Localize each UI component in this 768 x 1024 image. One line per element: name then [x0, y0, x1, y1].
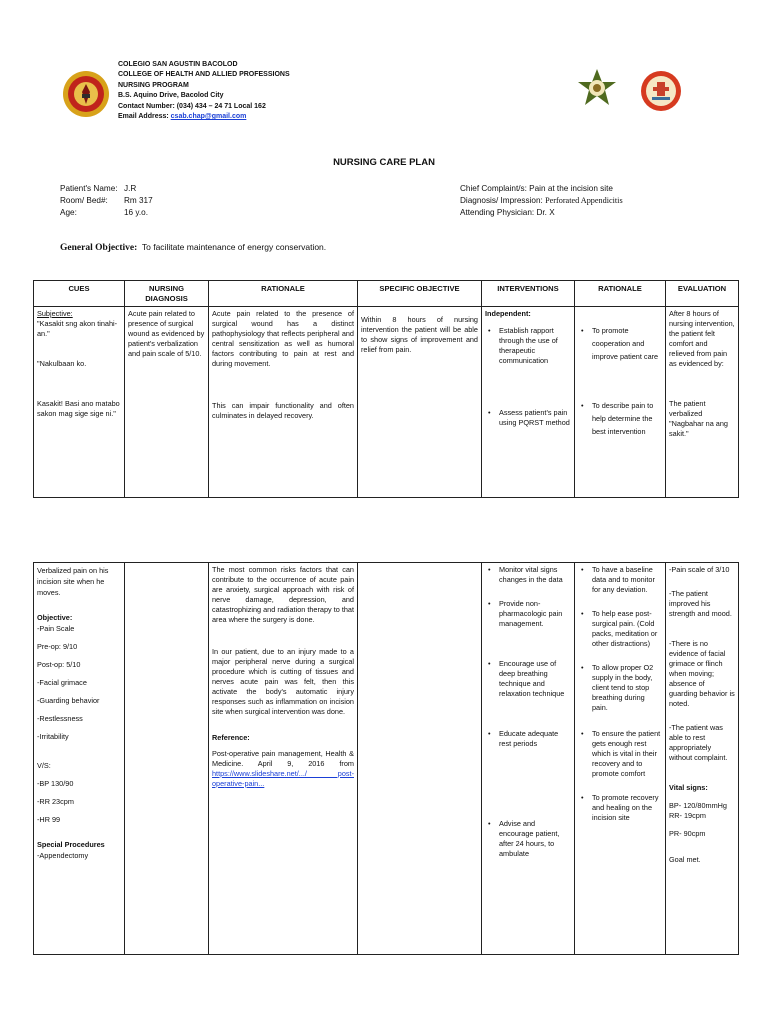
star-emblem-logo [574, 68, 620, 108]
interventions-cell [482, 307, 575, 498]
header-nursing-diagnosis: NURSING DIAGNOSIS [125, 281, 209, 307]
email-link[interactable]: csab.chap@gmail.com [170, 113, 247, 121]
subjective-quote-2: "Nakulbaan ko. [37, 359, 87, 368]
header-rationale: RATIONALE [209, 281, 358, 307]
evaluation-item: -The patient was able to rest appropriately without complaint. [669, 723, 728, 762]
specific-objective-cell: Within 8 hours of nursing intervention the patient will be able to show signs of improvement and relief from pain. [358, 307, 482, 498]
document-header [0, 0, 768, 130]
cues-cell [34, 563, 125, 955]
patient-name-label: Patient's Name: [60, 184, 118, 193]
subjective-quote-1: "Kasakit sng akon tinahi-an." [37, 319, 118, 338]
general-objective-label: General Objective: [60, 243, 138, 253]
diagnosis-value: Perforated Appendicitis [545, 196, 623, 205]
vital-eval-item: RR- 19cpm [669, 811, 706, 820]
age-value: 16 y.o. [124, 208, 148, 217]
table-row [34, 563, 739, 955]
header-rationale-2: RATIONALE [575, 281, 666, 307]
goal-status: Goal met. [669, 855, 701, 864]
reference-label: Reference: [212, 733, 250, 742]
reference-link[interactable]: https://www.slideshare.net/.../ post-operative-pain... [212, 769, 354, 788]
evaluation-item: -The patient improved his strength and mood. [669, 589, 732, 618]
rationale-cell [209, 563, 358, 955]
patient-info [60, 183, 153, 219]
objective-item: Pre-op: 9/10 [37, 642, 78, 651]
cues-verbalized: Verbalized pain on his incision site when he moves. [37, 566, 109, 597]
objective-item: -Facial grimace [37, 678, 87, 687]
vital-eval-item: BP- 120/80mmHg [669, 801, 727, 810]
intervention-rationale-cell [575, 563, 666, 955]
rationale-item: • To describe pain to help determine the best intervention [578, 399, 662, 438]
interventions-cell [482, 563, 575, 955]
evaluation-item: -Pain scale of 3/10 [669, 565, 730, 574]
diagnosis-line [460, 195, 623, 207]
program-name: NURSING PROGRAM [118, 81, 189, 89]
vital-signs-eval-label: Vital signs: [669, 783, 708, 792]
evaluation-cell [666, 563, 739, 955]
room-value: Rm 317 [124, 196, 153, 205]
care-plan-table-2 [33, 562, 739, 955]
school-info [118, 60, 290, 122]
subjective-label: Subjective: [37, 309, 73, 318]
college-name: COLLEGE OF HEALTH AND ALLIED PROFESSIONS [118, 71, 290, 79]
header-evaluation: EVALUATION [666, 281, 739, 307]
vital-item: -RR 23cpm [37, 797, 74, 806]
rationale-item: • To allow proper O2 supply in the body, client tend to stop breathing during pain. [578, 663, 662, 713]
objective-item: -Irritability [37, 732, 69, 741]
rationale-item: • To have a baseline data and to monitor for any deviation. [578, 565, 662, 595]
general-objective-text: To facilitate maintenance of energy conservation. [141, 242, 327, 252]
header-cues: CUES [34, 281, 125, 307]
table-row [34, 307, 739, 498]
school-name: COLEGIO SAN AGUSTIN BACOLOD [118, 61, 238, 68]
vital-signs-label: V/S: [37, 761, 51, 770]
care-plan-table-1 [33, 280, 739, 498]
objective-item: -Pain Scale [37, 624, 75, 633]
vital-item: -HR 99 [37, 815, 61, 824]
rationale-item: • To help ease post-surgical pain. (Cold packs, meditation or other distractions) [578, 609, 662, 649]
objective-label: Objective: [37, 613, 73, 622]
cues-cell [34, 307, 125, 498]
vital-item: -BP 130/90 [37, 779, 74, 788]
email-line [118, 112, 290, 122]
college-seal-logo [62, 70, 110, 118]
diagnosis-cell: Acute pain related to presence of surgical wound as evidenced by patient's verbalization and pain scale of 5/10. [125, 307, 209, 498]
evaluation-item: -There is no evidence of facial grimace or flinch when moving; absence of guarding behavior is noted. [669, 639, 735, 708]
specific-objective-cell-empty [358, 563, 482, 955]
intervention-item: • Provide non-pharmacologic pain management. [485, 599, 571, 629]
intervention-item: • Assess patient's pain using PQRST method [485, 408, 571, 428]
document-title: NURSING CARE PLAN [333, 157, 435, 168]
objective-item: -Guarding behavior [37, 696, 100, 705]
diagnosis-cell-empty [125, 563, 209, 955]
reference-citation: Post-operative pain management, Health & Medicine. April 9, 2016 from [212, 749, 354, 768]
age-label: Age: [60, 208, 77, 217]
procedure-item: -Appendectomy [37, 851, 89, 860]
intervention-rationale-cell [575, 307, 666, 498]
patient-name: J.R [124, 184, 137, 193]
intervention-item: • Encourage use of deep breathing technique and relaxation technique [485, 659, 571, 699]
intervention-item: • Establish rapport through the use of therapeutic communication [485, 326, 571, 366]
intervention-item: • Monitor vital signs changes in the data [485, 565, 571, 585]
objective-item: Post-op: 5/10 [37, 660, 81, 669]
rationale-text-a: Acute pain related to the presence of surgical wound has a distinct pathophysiology that reflects peripheral and central sensitization as well as humoral factors contributing to pain at rest and during movement. [212, 309, 354, 368]
header-interventions: INTERVENTIONS [482, 281, 575, 307]
table-header-row [34, 281, 739, 307]
clinical-info [460, 183, 623, 219]
contact-number: Contact Number: (034) 434 – 24 71 Local 162 [118, 102, 266, 110]
header-specific-objective: SPECIFIC OBJECTIVE [358, 281, 482, 307]
evaluation-text-2: The patient verbalized "Nagbahar na ang sakit." [669, 399, 728, 438]
vital-eval-item: PR- 90cpm [669, 829, 706, 838]
rationale-text-b: In our patient, due to an injury made to a major peripheral nerve during a surgical procedure which is cutting of tissues and nerves acute pain was felt, then this activate the body's automatic injury responses such as inflammation on incision site when surgical intervention was done. [212, 647, 354, 716]
email-label: Email Address: [118, 113, 171, 121]
school-address: B.S. Aquino Drive, Bacolod City [118, 92, 224, 100]
rationale-text-b: This can impair functionality and often culminates in delayed recovery. [212, 401, 354, 420]
attending-physician: Attending Physician: Dr. X [460, 208, 555, 217]
diagnosis-label: Diagnosis/ Impression: [460, 196, 546, 205]
evaluation-cell [666, 307, 739, 498]
objective-item: -Restlessness [37, 714, 83, 723]
room-label: Room/ Bed#: [60, 196, 108, 205]
intervention-item: • Educate adequate rest periods [485, 729, 571, 749]
rationale-item: • To ensure the patient gets enough rest which is vital in their recovery and to promote comfort [578, 729, 662, 779]
general-objective [60, 242, 326, 253]
special-procedures-label: Special Procedures [37, 840, 105, 849]
intervention-item: • Advise and encourage patient, after 24 hours, to ambulate [485, 819, 571, 859]
evaluation-text-1: After 8 hours of nursing intervention, the patient felt comfort and relieved from pain as evidenced by: [669, 309, 735, 368]
nursing-seal-logo [640, 70, 682, 112]
independent-label: Independent: [485, 309, 531, 318]
rationale-item: • To promote recovery and healing on the incision site [578, 793, 662, 823]
rationale-item: • To promote cooperation and improve patient care [578, 324, 662, 363]
subjective-quote-3: Kasakit! Basi ano matabo sakon mag sige sige ni." [37, 399, 120, 418]
reference-text [212, 749, 354, 789]
rationale-cell [209, 307, 358, 498]
rationale-text-a: The most common risks factors that can contribute to the occurrence of acute pain are anxiety, surgical approach with risk of nerve damage, depression, and catastrophizing and radiation therapy to that area where the surgery is done. [212, 565, 354, 624]
chief-complaint: Chief Complaint/s: Pain at the incision site [460, 184, 613, 193]
